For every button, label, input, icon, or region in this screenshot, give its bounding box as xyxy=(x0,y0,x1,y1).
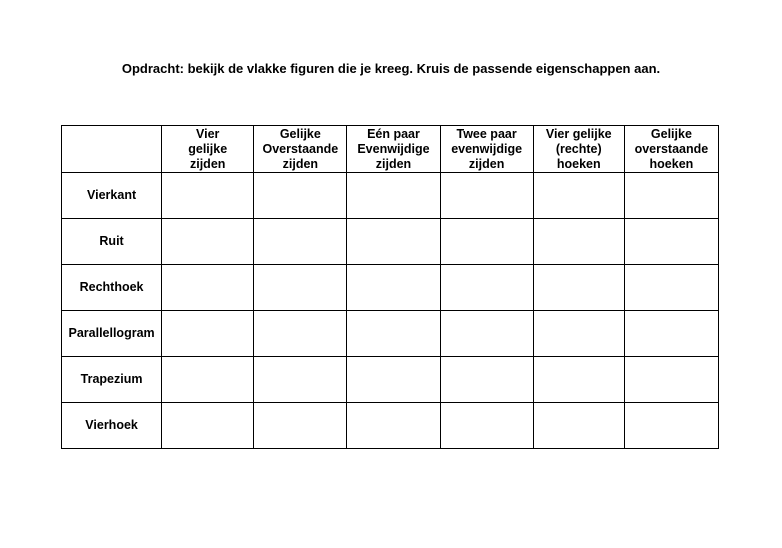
checkbox-cell[interactable] xyxy=(624,403,718,449)
checkbox-cell[interactable] xyxy=(533,357,624,403)
checkbox-cell[interactable] xyxy=(347,311,440,357)
column-header xyxy=(254,126,347,173)
checkbox-cell[interactable] xyxy=(347,357,440,403)
checkbox-cell[interactable] xyxy=(162,265,254,311)
checkbox-cell[interactable] xyxy=(347,265,440,311)
row-label: Ruit xyxy=(62,219,162,265)
column-header-line: overstaande xyxy=(634,142,709,156)
checkbox-cell[interactable] xyxy=(162,173,254,219)
checkbox-cell[interactable] xyxy=(440,265,533,311)
corner-cell xyxy=(62,126,162,173)
checkbox-cell[interactable] xyxy=(624,173,718,219)
checkbox-cell[interactable] xyxy=(162,357,254,403)
instruction-text: Opdracht: bekijk de vlakke figuren die je kreeg. Kruis de passende eigenschappen aan. xyxy=(121,61,661,76)
row-label: Rechthoek xyxy=(62,265,162,311)
table-row xyxy=(62,219,719,265)
checkbox-cell[interactable] xyxy=(254,311,347,357)
column-header xyxy=(347,126,440,173)
column-header-line: Vier xyxy=(196,127,220,141)
checkbox-cell[interactable] xyxy=(624,219,718,265)
checkbox-cell[interactable] xyxy=(440,219,533,265)
checkbox-cell[interactable] xyxy=(624,357,718,403)
checkbox-cell[interactable] xyxy=(254,173,347,219)
checkbox-cell[interactable] xyxy=(440,311,533,357)
row-label: Vierkant xyxy=(62,173,162,219)
checkbox-cell[interactable] xyxy=(162,219,254,265)
checkbox-cell[interactable] xyxy=(254,219,347,265)
checkbox-cell[interactable] xyxy=(440,173,533,219)
column-header-line: zijden xyxy=(282,157,319,171)
checkbox-cell[interactable] xyxy=(440,403,533,449)
checkbox-cell[interactable] xyxy=(624,265,718,311)
column-header xyxy=(440,126,533,173)
column-header-line: Evenwijdige xyxy=(357,142,430,156)
column-header-line: Vier gelijke xyxy=(545,127,612,141)
column-header-line: zijden xyxy=(375,157,412,171)
table-row xyxy=(62,173,719,219)
column-header-line: gelijke xyxy=(188,142,228,156)
table-row xyxy=(62,357,719,403)
column-header-line: (rechte) xyxy=(555,142,602,156)
checkbox-cell[interactable] xyxy=(347,173,440,219)
properties-table xyxy=(61,125,719,449)
column-header xyxy=(162,126,254,173)
column-header-line: Twee paar xyxy=(456,127,517,141)
column-header-line: zijden xyxy=(189,157,226,171)
table-row xyxy=(62,403,719,449)
checkbox-cell[interactable] xyxy=(162,403,254,449)
column-header xyxy=(533,126,624,173)
checkbox-cell[interactable] xyxy=(162,311,254,357)
column-header-line: hoeken xyxy=(649,157,694,171)
checkbox-cell[interactable] xyxy=(533,173,624,219)
row-label: Vierhoek xyxy=(62,403,162,449)
checkbox-cell[interactable] xyxy=(533,265,624,311)
checkbox-cell[interactable] xyxy=(254,265,347,311)
checkbox-cell[interactable] xyxy=(347,403,440,449)
checkbox-cell[interactable] xyxy=(254,357,347,403)
checkbox-cell[interactable] xyxy=(254,403,347,449)
column-header-line: evenwijdige xyxy=(451,142,523,156)
table-row xyxy=(62,311,719,357)
header-row xyxy=(62,126,719,173)
checkbox-cell[interactable] xyxy=(347,219,440,265)
column-header xyxy=(624,126,718,173)
column-header-line: zijden xyxy=(468,157,505,171)
column-header-line: hoeken xyxy=(556,157,601,171)
checkbox-cell[interactable] xyxy=(533,311,624,357)
checkbox-cell[interactable] xyxy=(624,311,718,357)
table-row xyxy=(62,265,719,311)
checkbox-cell[interactable] xyxy=(533,403,624,449)
column-header-line: Gelijke xyxy=(279,127,321,141)
column-header-line: Eén paar xyxy=(367,127,420,141)
row-label: Trapezium xyxy=(62,357,162,403)
row-label: Parallellogram xyxy=(62,311,162,357)
column-header-line: Overstaande xyxy=(262,142,339,156)
checkbox-cell[interactable] xyxy=(440,357,533,403)
checkbox-cell[interactable] xyxy=(533,219,624,265)
column-header-line: Gelijke xyxy=(650,127,692,141)
